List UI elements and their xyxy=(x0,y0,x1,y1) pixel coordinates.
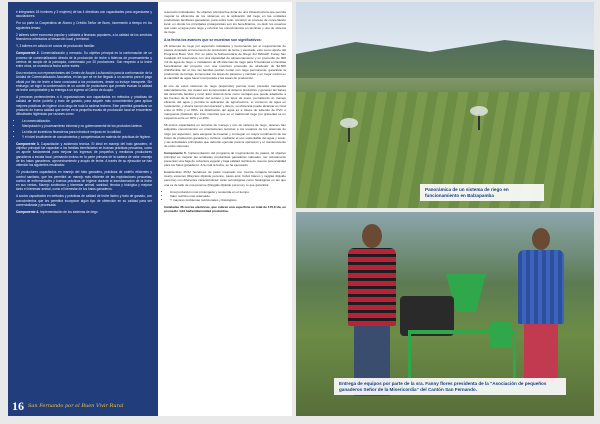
mid-paragraph: 68 socios capacitados en técnicas de manejo y uso de sistema de riego, quienes han adquirido conocimientos en orientaciones técnicas a los usuarios de los sistemas de riego por aspersión, para asegurar la creación y conseguir un mayor rendimiento de los frutos de producción ganadera y cultivos, mediante el uso sustentable del agua y suelo, y las actividades principales que deberán ejecutar para la operación y el mantenimiento de estos sistemas. xyxy=(164,123,286,148)
sprinkler-icon xyxy=(478,114,480,130)
man-head xyxy=(362,224,382,248)
left-page xyxy=(8,2,158,416)
mid-bullet-list xyxy=(170,190,286,202)
component-3 xyxy=(16,142,152,167)
man-shirt xyxy=(348,248,396,326)
left-paragraph: Por su parte la Cooperativa de Ahorro y Crédito Señor de Buen, incrementó a tiempo en los siguientes temas: xyxy=(16,21,152,30)
irrigation-photo xyxy=(296,2,594,208)
component-5 xyxy=(164,151,286,167)
list-item: • La comercialización. xyxy=(22,119,152,123)
left-paragraph: 70 productores capacitados en manejo del hato ganadero, prácticas de ordeño eficientes y control sanitario, que les permitirá un manejo más eficiente de las explotaciones pecuarias, control de enfermedades y buenas prácticas de higiene durante la transformación de la leche en sus ventas. Manejo zootécnico y bienestar animal, sanidad, técnica y biológica y mejorar tanto el bienestar animal, como el bienestar de los hatos ganaderos. xyxy=(16,170,152,192)
list-item: • Y mayores problemas nutricionales y fisiológicos. xyxy=(170,198,286,202)
top-photo-caption: Panorámica de un sistema de riego en funcionamiento en Balzapamba xyxy=(420,184,544,201)
component-2-text: Comercialización y mercado. Su objetivo principal es la conformación de un proceso de comercialización directa de la producción de leche a fábricas de procesamiento y centros de acopio de la parroquia, conformado por 20 productores. Son respecto a la leche entre otros, se muestra la fecha sobre estrés. xyxy=(16,51,152,69)
middle-column xyxy=(158,2,292,416)
sprinkler-icon xyxy=(348,126,350,142)
mid-closing xyxy=(164,205,286,213)
left-paragraph: 2 talleres sobre economía popular y solidaria a finanzas populares, a la calidad de los servicios financieros orientados al desarrollo local y territorial. xyxy=(16,32,152,42)
component-4-text: Implementación de los sistemas de riego xyxy=(39,209,98,214)
component-2-title: Componente 2. xyxy=(16,51,40,56)
component-4 xyxy=(16,210,152,214)
list-item: • Manipulación y procesamiento informal y no gubernamental de los productos lácteos. xyxy=(22,124,152,128)
hills-shape xyxy=(296,38,594,78)
component-3-text: Capacitación y asistencia técnica. El ideal en manejo del hato ganadero, el objetivo principal fue capacitar a los familias beneficiarios en buenas prácticas pecuarias, como un aporte fundamental para mejorar los ingresos de pequeños y medianos productores ganaderos a escala local, pensando incluso en la parte primaria de la cadena de valor: manejo de los hatos ganaderos, aprovechamiento y acopio de leche. A través de su ejecución se han obtenido los siguientes resultados: xyxy=(16,142,152,168)
component-5-text: Implementación del programa de mejoramiento de pastos. El objetivo principal es mejorar las entidades productivas ganaderas naturales, ser actualmente presentan una baja de cobertura vegetal y baja calidad nutritiva de nuevos potencialidad para los hatos ganaderos. A la cual la fecha, se ha ejecutado: xyxy=(164,150,286,168)
page-number: 16 xyxy=(12,398,24,413)
water-spray xyxy=(340,118,358,128)
section-heading: A la fecha los avances que se muestran son significativos: xyxy=(164,37,262,42)
page-footer xyxy=(8,396,158,416)
mid-paragraph: El uso de estos sistemas de riego (aspersión) permite tener parcelas manejadas adecuadamente, los cuales son incorporados al sistema productivo y generan las bases del desarrollo familiar y rural. Esto sistema tiene como ventajas que puede adaptarse a las fuentes de la inclinación del terreno y los tipos de suelo, permitiendo un manejo eficiente del agua y permite la aplicación de agroinsumos, el consumo de agua en moderación, y ahorra tiempo del operador y dinero, su eficiencia puede alcanzar un nivel entre el 60% y el 80%. La distribución del agua es a través de tuberías de PVC o mangueras plásticas tipo Flex mientras que en el tradicional riego por gravedad es un esquema entre un 30% y el 40%. xyxy=(164,83,286,121)
left-paragraph: e integrantes 18 hombres y 3 mujeres) de las 4 directivas con capacidades para organizarse y asociaciones. xyxy=(16,10,152,19)
mid-intro: reservorio individuales. Su objetivo principal fue dotar de una infraestructura que permita mejorar la eficiencia de los sistemas en la aplicación del riego en las unidades productivas familiares ganaderas, para sobre todo, construir un proceso de concertación local, en donde los principales protagonistas son los beneficiarios, no decir los usuarios que usan el agua para riego y reforzar los conocimientos en técnicas y uso de sistema de riego. xyxy=(164,10,286,35)
list-item: • La falta de incentivos financieros para introducir mejoras en la calidad. xyxy=(22,130,152,134)
water-spray xyxy=(470,106,488,116)
left-paragraph: A personas pertenecientes a 6 organizaciones son capacitadas en métodos y prácticas de calidad de leche (ordeño y trato de ganado, para adquirir más conocimientos para aplicar mejores prácticas de higiene a los largo de toda la cadena lechera. Este permitirá garantizar un producto de buena calidad que derive en la pequeña escala de producción local se encuentran dificultades higiénicas por razones como: xyxy=(16,95,152,117)
left-paragraph: Y, 3 talleres en cálculo de costos de producción familiar. xyxy=(16,44,95,49)
list-item: • Y el nivel insuficiente de conocimientos y competencias en materia de prácticas de higiene. xyxy=(22,135,152,139)
mid-closing-text: Instaladas 36 cercas eléctricas, que cubren una superficie en total de 170,8 Ha, en promedio 4,63 ha/familia/unidad productiva. xyxy=(164,204,286,214)
left-bullet-list xyxy=(22,119,152,139)
component-4-title: Componente 4. xyxy=(16,209,40,214)
left-paragraph: Dos reuniones con representantes del Centro de Acopio La Asunción para la conformación de la Unidad de Comercialización Asociativa, en las que se ve fue llegado a un acuerdo para el pago oficial por litro de leche a favor conciudad a los productores, desde su incluye transporte. Sin embargo, se logró la conformación de un comité de productores que permite evaluar la calidad de leche comprobable y su entrega a un ingreso al Centro de Acopio. xyxy=(16,71,152,93)
woman-shirt xyxy=(518,250,564,324)
mid-paragraph: Establecidas 36,52 hectáreas de pasto mejorado con mezcla forrajera formada por cuatro especies (Rayrass diploide perenne, pasto azul, trébol blanco y rayglás diploide perenne) con diferentes características: tanto tecnológicas como fisiológicas en las que una es de tallo de una perenne (Rayglás diploide perenne), lo que garantiza: xyxy=(164,170,286,187)
woman-head xyxy=(532,228,550,250)
left-paragraph: A socios capacitados en métodos y prácticas de calidad de leche lácteo y trato de ganado, con conocimientos que les permitirá incorporar algún tipo de obtención en su calidad para ser comercializada y procesada. xyxy=(16,194,152,207)
list-item: • Una producción más prolongada y sostenida en el tiempo. xyxy=(170,190,286,194)
bottom-photo-caption: Entrega de equipos por parte de la sra. Fanny flores presidenta de la "Asociación de pequeños ganaderos Señor de la Misericordia" del Cantón San Fernando. xyxy=(334,378,566,395)
list-item: • Valor nutritivo más adecuado. xyxy=(170,194,286,198)
component-3-title: Componente 3. xyxy=(16,142,40,147)
page-tagline: San Fernando por el Buen Vivir Rural xyxy=(28,402,124,409)
equipment-photo xyxy=(296,212,594,416)
mid-paragraph: 28 sistemas de riego por aspersión instalados y funcionando por el mejoramiento de pastos vinculado al incremento de producción de leche y asociado, esto como aporte del Programa Buen Vivir. Por su parte la Subsecretaría de Riego del MAGAP. Kunay han instalado 23 reservorios con una capacidad de almacenamiento y un promedio de 300 m3 de agua de riego, e instalación de 28 sistemas de riego para 5 hectáreas en familias beneficiarias del proyecto con una inversión promedio de alrededor de $2.500 USD/familia. En el rito, las familias podrán contar con riego permanente, garantizar la producción de forraje, incrementar los áreas de pastoreo y cambiar y un mejor control en la cantidad de agua hacer incorporada a las áreas de producción. xyxy=(164,43,286,81)
component-2 xyxy=(16,51,152,68)
woman-legs xyxy=(524,324,558,384)
component-5-title: Componente 5. xyxy=(164,150,187,155)
